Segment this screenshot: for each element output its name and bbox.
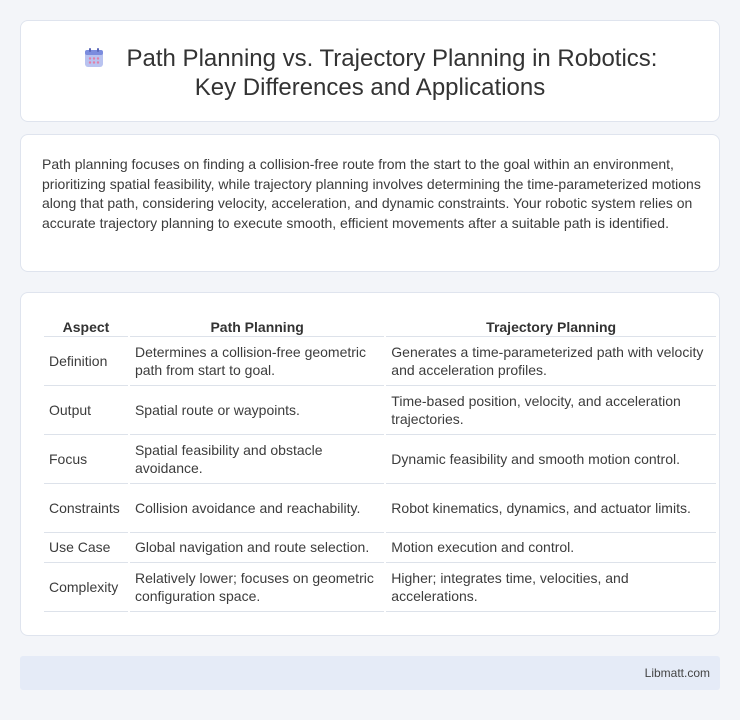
page-title-block [21, 44, 719, 102]
trajectory-planning-cell: Robot kinematics, dynamics, and actuator limits. [386, 484, 716, 533]
header-aspect: Aspect [44, 315, 128, 337]
trajectory-planning-cell: Higher; integrates time, velocities, and accelerations. [386, 563, 716, 612]
aspect-cell: Use Case [44, 533, 128, 563]
trajectory-planning-cell: Time-based position, velocity, and acceleration trajectories. [386, 386, 716, 435]
trajectory-planning-cell: Generates a time-parameterized path with velocity and acceleration profiles. [386, 337, 716, 386]
path-planning-cell: Determines a collision-free geometric path from start to goal. [130, 337, 384, 386]
aspect-cell: Focus [44, 435, 128, 484]
path-planning-cell: Spatial feasibility and obstacle avoidance. [130, 435, 384, 484]
comparison-card [20, 292, 720, 636]
footer-brand-link[interactable]: Libmatt.com [644, 666, 710, 680]
trajectory-planning-cell: Dynamic feasibility and smooth motion control. [386, 435, 716, 484]
page-title: Path Planning vs. Trajectory Planning in Robotics: Key Differences and Applications [126, 45, 658, 101]
path-planning-cell: Global navigation and route selection. [130, 533, 384, 563]
table-row [44, 563, 716, 612]
table-row [44, 386, 716, 435]
table-row [44, 337, 716, 386]
footer-bar [20, 656, 720, 690]
title-card [20, 20, 720, 122]
trajectory-planning-cell: Motion execution and control. [386, 533, 716, 563]
calendar-icon [83, 47, 105, 69]
table-row [44, 533, 716, 563]
table-header-row [44, 315, 716, 337]
aspect-cell: Constraints [44, 484, 128, 533]
summary-text: Path planning focuses on finding a collision-free route from the start to the goal within an environment, prioritizing spatial feasibility, while trajectory planning involves determining the time-parameterized motions along that path, considering velocity, acceleration, and dynamic constraints. Your robotic system relies on accurate trajectory planning to execute smooth, efficient movements after a suitable path is identified. [42, 156, 701, 231]
aspect-cell: Complexity [44, 563, 128, 612]
path-planning-cell: Spatial route or waypoints. [130, 386, 384, 435]
summary-card [20, 134, 720, 272]
path-planning-cell: Relatively lower; focuses on geometric configuration space. [130, 563, 384, 612]
header-trajectory-planning: Trajectory Planning [386, 315, 716, 337]
header-path-planning: Path Planning [130, 315, 384, 337]
table-row [44, 435, 716, 484]
aspect-cell: Definition [44, 337, 128, 386]
path-planning-cell: Collision avoidance and reachability. [130, 484, 384, 533]
comparison-table [42, 315, 718, 612]
aspect-cell: Output [44, 386, 128, 435]
table-row [44, 484, 716, 533]
